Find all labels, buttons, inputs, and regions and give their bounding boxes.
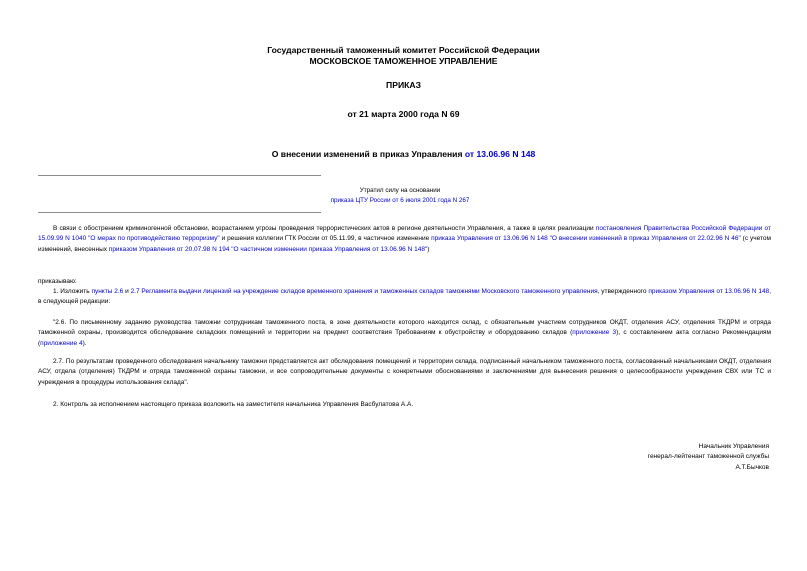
item-2-6 bbox=[38, 318, 771, 349]
item-1-link-2-6[interactable]: пункты 2.6 bbox=[91, 288, 124, 295]
item-2-6-link-appendix-4[interactable]: приложение 4 bbox=[40, 339, 83, 347]
preamble-text-2: и решения коллегии ГТК России от 05.11.99, в частичное изменение bbox=[219, 235, 432, 243]
item-2-6-link-appendix-3[interactable]: приложение 3 bbox=[572, 329, 617, 337]
divider-top bbox=[38, 175, 321, 176]
status-note-link[interactable]: приказа ЦТУ России от 6 июля 2001 года N 267 bbox=[330, 196, 470, 204]
doc-title-text: О внесении изменений в приказ Управления bbox=[271, 149, 465, 159]
item-1-text-3: , утвержденного bbox=[597, 288, 649, 295]
item-1-text-2: и bbox=[123, 288, 131, 295]
item-1-text-4: , в следующей редакции: bbox=[38, 288, 771, 306]
preamble bbox=[38, 224, 771, 255]
status-note-text: Утратил силу на основании bbox=[359, 187, 441, 194]
status-note bbox=[325, 186, 475, 205]
preamble-link-order-194[interactable]: приказом Управления от 20.07.98 N 194 "О частичном изменении приказа Управления от 13.06.96 N 148" bbox=[108, 245, 428, 253]
item-2-7: 2.7. По результатам проведенного обследования начальнику таможни представляется акт обследования помещений и территории склада, подписанный начальником таможенного поста, согласованный начальниками ОКДТ, отделения АСУ, отдела (отделения) ТКДРМ и отряда таможенной охраны таможни, и все сопроводительные документы с конкретными обоснованиями и заключениями для вынесения решения о целесообразности учреждения СВХ или ТС и учреждения в процедуры использования склада". bbox=[38, 358, 771, 386]
item-2-6-text-1: "2.6. По письменному заданию руководства таможни сотрудникам таможенного поста, в зоне деятельности которого находится склад, с обязательным участием сотрудников ОКДТ, отделения АСУ, отделения ТКДРМ и отряда таможенной охраны, производится обследование складских помещений и территории на предмет соответствия Требованиям к обустройству и оборудованию складов ( bbox=[38, 319, 771, 337]
item-2: 2. Контроль за исполнением настоящего приказа возложить на заместителя начальника Управления Васбулатова А.А. bbox=[53, 401, 414, 408]
doc-title-link[interactable]: от 13.06.96 N 148 bbox=[464, 149, 536, 159]
org-name: Государственный таможенный комитет Российской Федерации bbox=[267, 45, 540, 55]
signature-name: А.Т.Бычков bbox=[735, 463, 769, 471]
signature-position: Начальник Управления bbox=[698, 443, 769, 450]
preamble-link-order-148[interactable]: приказа Управления от 13.06.96 N 148 "О внесении изменений в приказ Управления от 22.02.96 N 46" bbox=[431, 235, 741, 243]
order-word: приказываю: bbox=[38, 278, 77, 285]
signature-rank: генерал-лейтенант таможенной службы bbox=[647, 453, 769, 461]
doc-date-number: от 21 марта 2000 года N 69 bbox=[347, 109, 460, 119]
header-org bbox=[0, 45, 807, 66]
item-2-6-text-2: ), с составлением акта согласно Рекомендациям ( bbox=[38, 329, 772, 347]
org-division: МОСКОВСКОЕ ТАМОЖЕННОЕ УПРАВЛЕНИЕ bbox=[309, 55, 498, 66]
preamble-text-3: (с учетом изменений, внесенных bbox=[38, 235, 772, 253]
doc-title bbox=[0, 149, 807, 160]
item-1-link-regulation[interactable]: 2.7 Регламента выдачи лицензий на учреждение складов временного хранения и таможенных складов таможнями Московского таможенного управления bbox=[130, 288, 598, 295]
item-1-link-order-148[interactable]: приказом Управления от 13.06.96 N 148 bbox=[648, 288, 770, 295]
item-2-6-text-3: ). bbox=[82, 339, 87, 347]
item-1 bbox=[38, 287, 771, 308]
signature-block bbox=[469, 442, 769, 473]
preamble-link-government-decree[interactable]: постановления Правительства Российской Федерации от 15.09.99 N 1040 "О мерах по противодействию терроризму" bbox=[38, 225, 771, 243]
preamble-text-1: В связи с обострением криминогенной обстановки, возрастанием угрозы проведения террористических актов в регионе деятельности Управления, а также в целях реализации bbox=[53, 225, 596, 232]
preamble-text-4: ) bbox=[427, 245, 430, 253]
item-1-text-1: 1. Изложить bbox=[53, 288, 92, 295]
doc-type: ПРИКАЗ bbox=[386, 80, 421, 90]
divider-bottom bbox=[38, 212, 321, 213]
